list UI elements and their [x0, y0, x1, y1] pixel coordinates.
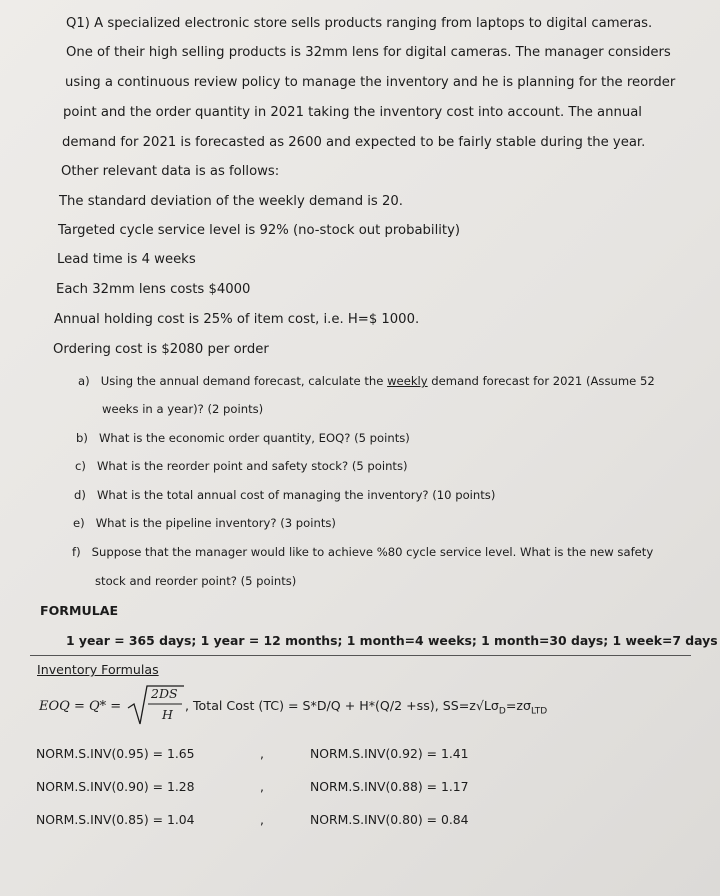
question-line-5: demand for 2021 is forecasted as 2600 and expected to be fairly stable during the year.: [62, 135, 646, 150]
norm-sep-3: ,: [260, 812, 264, 827]
total-cost-formula: [185, 698, 547, 717]
question-line-11: Annual holding cost is 25% of item cost, i.e. H=$ 1000.: [54, 312, 420, 327]
part-e-label: e): [73, 516, 85, 530]
part-d-label: d): [74, 488, 86, 502]
eoq-denominator: H: [162, 707, 173, 722]
question-line-8: Targeted cycle service level is 92% (no-stock out probability): [58, 223, 461, 238]
question-line-9: Lead time is 4 weeks: [57, 252, 196, 267]
norm-left-2: NORM.S.INV(0.90) = 1.28: [36, 779, 195, 794]
eoq-numerator: 2DS: [151, 686, 178, 701]
part-a-underlined: weekly: [387, 374, 428, 388]
norm-right-3: NORM.S.INV(0.80) = 0.84: [310, 812, 469, 827]
part-a-text-pre: Using the annual demand forecast, calculate the: [100, 374, 388, 388]
question-line-4: point and the order quantity in 2021 taking the inventory cost into account. The annual: [63, 105, 642, 120]
inventory-formulas-heading: Inventory Formulas: [37, 662, 159, 677]
part-f-label: f): [72, 545, 81, 559]
question-line-2: One of their high selling products is 32mm lens for digital cameras. The manager considers: [66, 45, 671, 60]
question-line-1: Q1) A specialized electronic store sells products ranging from laptops to digital cameras.: [66, 16, 653, 31]
norm-left-1: NORM.S.INV(0.95) = 1.65: [36, 746, 195, 761]
section-divider: [30, 655, 691, 656]
part-c-label: c): [75, 459, 86, 473]
part-d-text: What is the total annual cost of managing the inventory? (10 points): [96, 488, 496, 502]
eq-mid: =zσ: [505, 698, 531, 713]
part-f-text: Suppose that the manager would like to achieve %80 cycle service level. What is the new safety: [91, 545, 654, 559]
unit-conversions: 1 year = 365 days; 1 year = 12 months; 1 month=4 weeks; 1 month=30 days; 1 week=7 days: [66, 633, 718, 648]
part-c: [75, 457, 408, 475]
eoq-lhs: EOQ = Q* =: [39, 699, 122, 714]
norm-right-1: NORM.S.INV(0.92) = 1.41: [310, 746, 469, 761]
part-d: [74, 486, 495, 504]
total-cost-text: , Total Cost (TC) = S*D/Q + H*(Q/2 +ss), SS=z√Lσ: [185, 698, 499, 713]
part-e-text: What is the pipeline inventory? (3 points): [95, 516, 336, 530]
part-b: [76, 429, 410, 447]
part-a-text-post: demand forecast for 2021 (Assume 52: [427, 374, 655, 388]
part-f-continuation: stock and reorder point? (5 points): [95, 574, 297, 588]
norm-sep-1: ,: [260, 746, 264, 761]
norm-sep-2: ,: [260, 779, 264, 794]
part-e: [73, 514, 336, 532]
formulae-heading: FORMULAE: [40, 603, 119, 618]
part-b-label: b): [76, 431, 88, 445]
part-c-text: What is the reorder point and safety stock? (5 points): [96, 459, 408, 473]
part-b-text: What is the economic order quantity, EOQ? (5 points): [98, 431, 410, 445]
question-line-10: Each 32mm lens costs $4000: [56, 282, 251, 297]
sub-ltd: LTD: [530, 706, 548, 717]
norm-left-3: NORM.S.INV(0.85) = 1.04: [36, 812, 195, 827]
sub-d: D: [498, 706, 506, 717]
part-a-continuation: weeks in a year)? (2 points): [102, 402, 264, 416]
question-line-7: The standard deviation of the weekly demand is 20.: [59, 194, 403, 209]
question-line-6: Other relevant data is as follows:: [61, 164, 280, 179]
norm-right-2: NORM.S.INV(0.88) = 1.17: [310, 779, 469, 794]
part-f: [72, 543, 653, 561]
question-line-12: Ordering cost is $2080 per order: [53, 342, 269, 357]
part-a-label: a): [78, 374, 90, 388]
question-line-3: using a continuous review policy to manage the inventory and he is planning for the reorder: [65, 75, 676, 90]
part-a: [78, 372, 655, 390]
